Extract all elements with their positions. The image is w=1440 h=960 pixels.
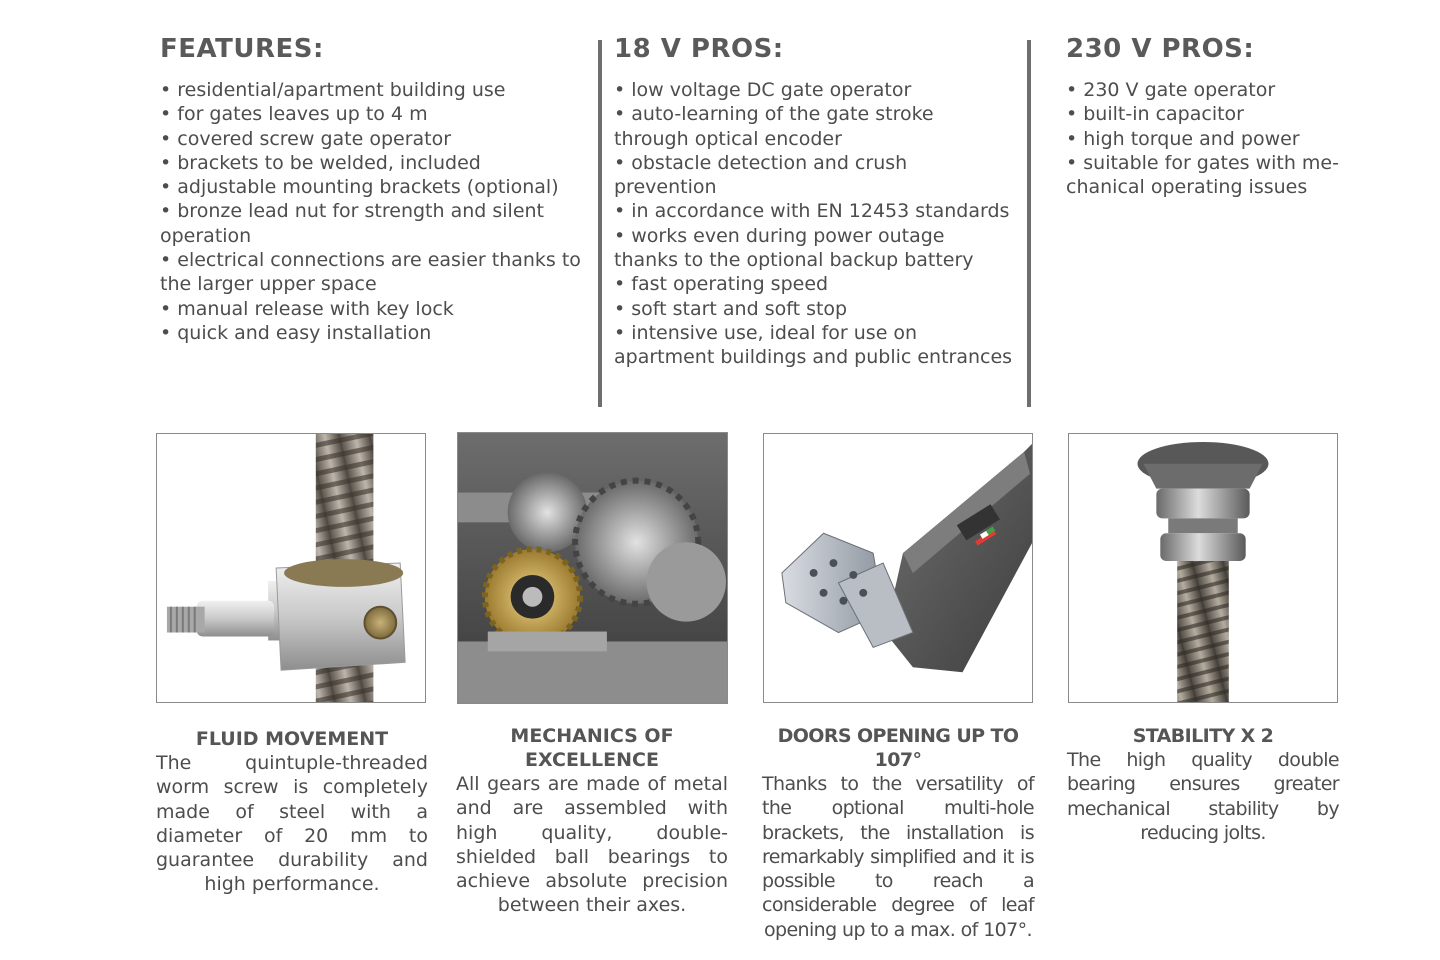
- pros-18v-column: [614, 34, 1014, 370]
- brackets-image: [763, 433, 1033, 703]
- caption-text: Thanks to the versatility of the optional multi-hole brackets, the installation is remarkably simplified and it is possible to reach a considerable degree of leaf opening up to a max. of 107°.: [762, 773, 1034, 941]
- list-item: • 230 V gate operator: [1066, 78, 1346, 102]
- caption-title: FLUID MOVEMENT: [195, 728, 389, 750]
- pros-18v-title: 18 V PROS:: [614, 34, 784, 64]
- list-item: • manual release with key lock: [160, 297, 585, 321]
- caption-stability: [1067, 724, 1339, 845]
- caption-title: DOORS OPENING UP TO 107°: [777, 725, 1019, 771]
- caption-title: MECHANICS OF EXCELLENCE: [510, 725, 674, 771]
- features-list: [160, 78, 585, 345]
- caption-fluid-movement: [156, 727, 428, 897]
- caption-text: All gears are made of metal and are assembled with high quality, double-shielded ball bearings to achieve absolute precision between their axes.: [456, 773, 728, 917]
- list-item: • high torque and power: [1066, 127, 1346, 151]
- features-column: [160, 34, 585, 345]
- caption-doors-opening: [762, 724, 1034, 942]
- list-item: • soft start and soft stop: [614, 297, 1014, 321]
- caption-text: The high quality double bearing ensures greater mechanical stability by reducing jolts.: [1067, 749, 1339, 844]
- gears-image: [457, 432, 728, 704]
- list-item: • works even during power outage thanks to the optional backup battery: [614, 224, 1014, 273]
- list-item: • suitable for gates with me-chanical operating issues: [1066, 151, 1346, 200]
- pros-230v-column: [1066, 34, 1346, 199]
- list-item: • built-in capacitor: [1066, 102, 1346, 126]
- list-item: • obstacle detection and crush prevention: [614, 151, 1014, 200]
- list-item: • intensive use, ideal for use on apartment buildings and public entrances: [614, 321, 1014, 370]
- worm-screw-image: [156, 433, 426, 703]
- list-item: • for gates leaves up to 4 m: [160, 102, 585, 126]
- list-item: • brackets to be welded, included: [160, 151, 585, 175]
- list-item: • in accordance with EN 12453 standards: [614, 199, 1014, 223]
- caption-title: STABILITY X 2: [1132, 725, 1274, 747]
- list-item: • adjustable mounting brackets (optional): [160, 175, 585, 199]
- list-item: • low voltage DC gate operator: [614, 78, 1014, 102]
- pros-230v-title: 230 V PROS:: [1066, 34, 1255, 64]
- bearing-image: [1068, 433, 1338, 703]
- list-item: • covered screw gate operator: [160, 127, 585, 151]
- list-item: • residential/apartment building use: [160, 78, 585, 102]
- caption-text: The quintuple-threaded worm screw is completely made of steel with a diameter of 20 mm to guarantee durability and high performance.: [156, 752, 428, 896]
- list-item: • bronze lead nut for strength and silent operation: [160, 199, 585, 248]
- caption-mechanics: [456, 724, 728, 918]
- features-title: FEATURES:: [160, 34, 324, 64]
- list-item: • electrical connections are easier thanks to the larger upper space: [160, 248, 585, 297]
- pros-230v-list: [1066, 78, 1346, 199]
- column-divider: [598, 40, 602, 407]
- list-item: • fast operating speed: [614, 272, 1014, 296]
- list-item: • quick and easy installation: [160, 321, 585, 345]
- pros-18v-list: [614, 78, 1014, 370]
- list-item: • auto-learning of the gate stroke through optical encoder: [614, 102, 1014, 151]
- column-divider: [1027, 40, 1031, 407]
